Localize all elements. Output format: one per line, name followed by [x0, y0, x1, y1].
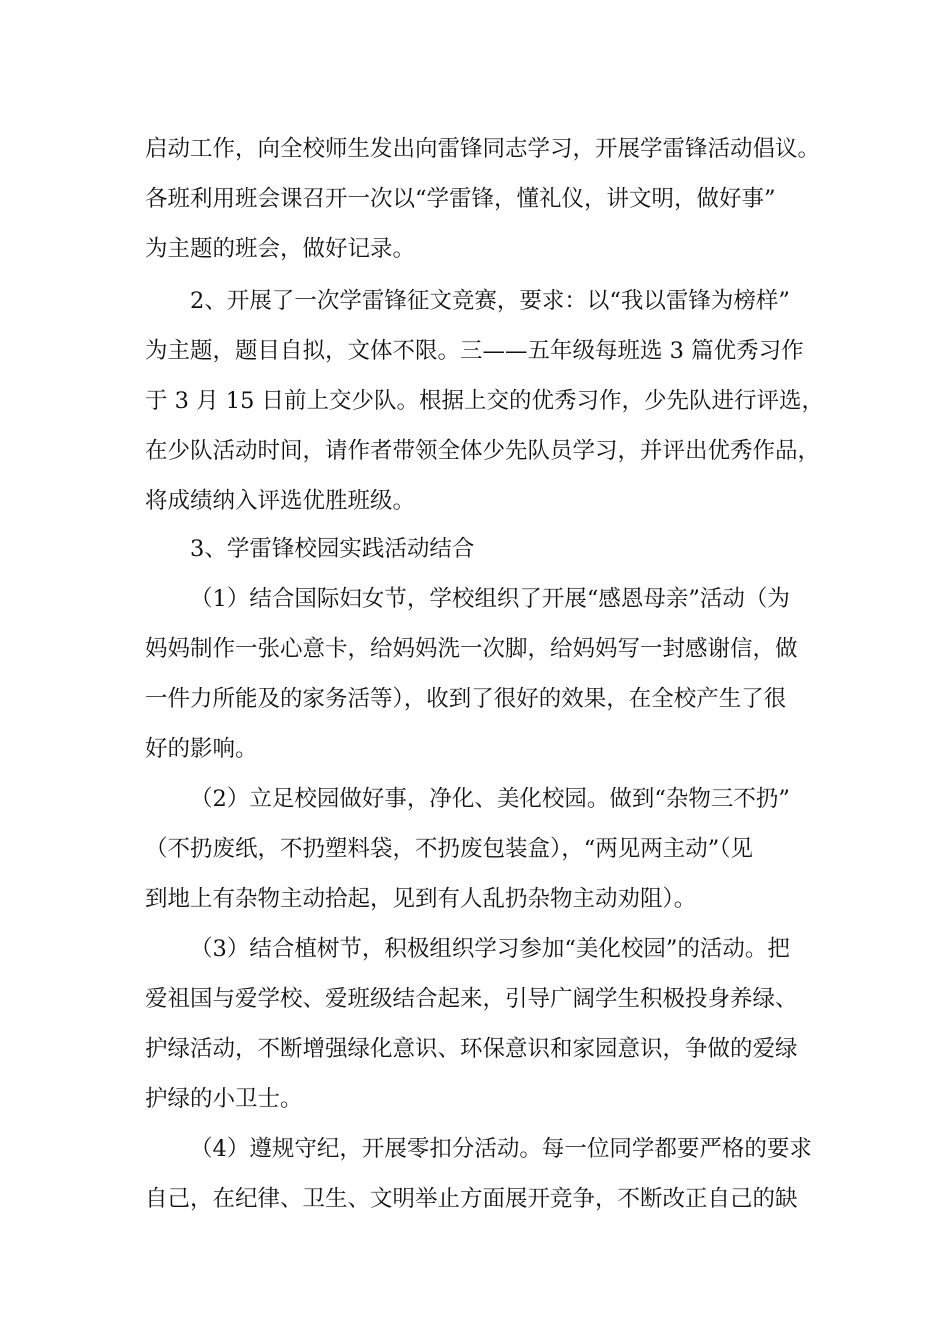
text-line: 将成绩纳入评选优胜班级。: [145, 488, 416, 514]
text-line: （1）结合国际妇女节，学校组织了开展“感恩母亲”活动（为: [190, 586, 790, 612]
text-line: 护绿的小卫士。: [145, 1086, 303, 1112]
text-line: 于 3 月 15 日前上交少队。根据上交的优秀习作，少先队进行评选，: [145, 388, 825, 414]
text-line: （2）立足校园做好事，净化、美化校园。做到“杂物三不扔”: [190, 786, 790, 812]
text-line: 一件力所能及的家务活等），收到了很好的效果，在全校产生了很: [145, 686, 787, 712]
text-line: 为主题，题目自拟，文体不限。三——五年级每班选 3 篇优秀习作: [145, 338, 804, 364]
text-line: 为主题的班会，做好记录。: [145, 236, 416, 262]
text-line: 妈妈制作一张心意卡，给妈妈洗一次脚，给妈妈写一封感谢信，做: [145, 636, 798, 662]
text-line: 2、开展了一次学雷锋征文竞赛，要求：以“我以雷锋为榜样”: [190, 288, 790, 314]
text-line: 护绿活动，不断增强绿化意识、环保意识和家园意识，争做的爱绿: [145, 1036, 798, 1062]
text-line: 启动工作，向全校师生发出向雷锋同志学习，开展学雷锋活动倡议。: [145, 136, 821, 162]
text-line: （不扔废纸，不扔塑料袋，不扔废包装盒），“两见两主动”（见: [145, 836, 754, 862]
text-line: 3、学雷锋校园实践活动结合: [190, 536, 475, 562]
text-line: 爱祖国与爱学校、爱班级结合起来，引导广阔学生积极投身养绿、: [145, 986, 798, 1012]
text-line: （4）遵规守纪，开展零扣分活动。每一位同学都要严格的要求: [190, 1136, 812, 1162]
text-line: 各班利用班会课召开一次以“学雷锋，懂礼仪，讲文明，做好事”: [145, 186, 776, 212]
text-line: 到地上有杂物主动拾起，见到有人乱扔杂物主动劝阻）。: [145, 886, 697, 912]
text-line: （3）结合植树节，积极组织学习参加“美化校园”的活动。把: [190, 936, 790, 962]
text-line: 好的影响。: [145, 736, 258, 762]
text-line: 在少队活动时间，请作者带领全体少先队员学习，并评出优秀作品，: [145, 438, 821, 464]
text-line: 自己，在纪律、卫生、文明举止方面展开竞争，不断改正自己的缺: [145, 1186, 798, 1212]
